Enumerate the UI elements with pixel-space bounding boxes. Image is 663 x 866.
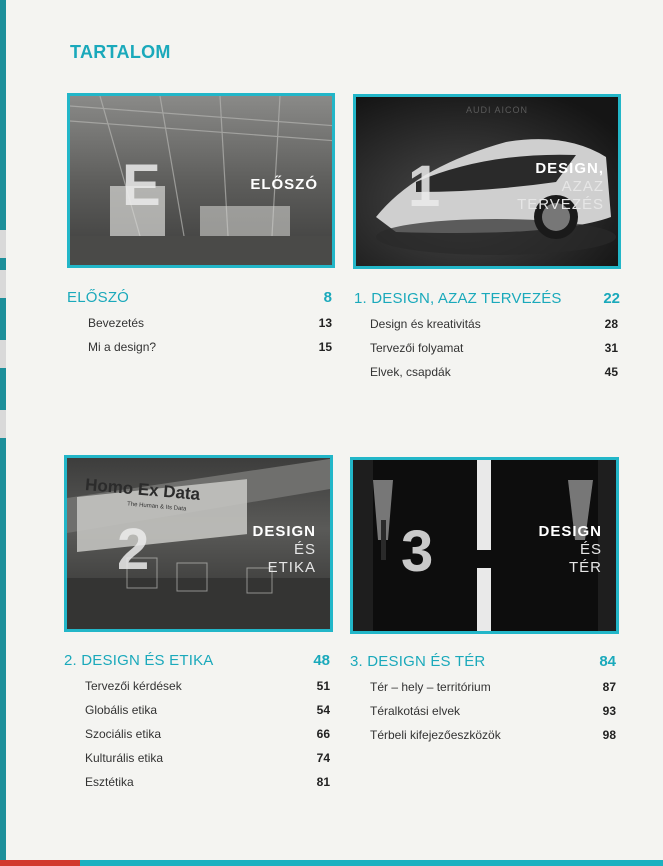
toc-page: 87 (602, 680, 616, 694)
left-edge-strip (0, 0, 6, 866)
chapter-3-label-bold: DESIGN (538, 523, 602, 540)
card-chapter-3[interactable] (350, 457, 619, 634)
preface-letter: E (122, 153, 161, 218)
toc-item[interactable]: Tér – hely – territórium (370, 680, 491, 694)
toc-item[interactable]: Elvek, csapdák (370, 365, 451, 379)
toc-page: 13 (318, 316, 332, 330)
chapter-2-label (252, 523, 316, 577)
edge-tab (0, 410, 6, 438)
toc-page: 54 (316, 703, 330, 717)
chapter-1-label-line: AZAZ (561, 178, 604, 195)
chapter-2-label-line: ÉS (293, 541, 316, 558)
toc-item[interactable]: Esztétika (85, 775, 134, 789)
chapter-2-photo-text: Homo Ex Data (84, 475, 201, 504)
toc-page: 15 (318, 340, 332, 354)
preface-label (250, 176, 318, 194)
card-preface[interactable] (67, 93, 335, 268)
chapter-3-label-line: ÉS (579, 541, 602, 558)
card-chapter-1[interactable] (353, 94, 621, 269)
chapter-2-label-line: ETIKA (267, 559, 316, 576)
chapter-1-label (517, 160, 604, 214)
section-page-chapter-2: 48 (313, 652, 330, 669)
bottom-strip (0, 860, 663, 866)
toc-page: 74 (316, 751, 330, 765)
chapter-3-number: 3 (401, 519, 434, 584)
toc-item[interactable]: Globális etika (85, 703, 158, 717)
toc-item[interactable]: Tervezői kérdések (85, 679, 182, 693)
section-heading-preface[interactable]: ELŐSZÓ (67, 289, 130, 306)
chapter-3-label-line: TÉR (569, 559, 602, 576)
page-title: TARTALOM (70, 42, 171, 62)
toc-item[interactable]: Szociális etika (85, 727, 162, 741)
chapter-1-number: 1 (408, 154, 441, 219)
toc-item[interactable]: Mi a design? (88, 340, 157, 354)
toc-item[interactable]: Térbeli kifejezőeszközök (370, 728, 501, 742)
bottom-strip-red (0, 860, 80, 866)
toc-item[interactable]: Kulturális etika (85, 751, 164, 765)
toc-page: 66 (316, 727, 330, 741)
section-heading-chapter-2[interactable]: 2. DESIGN ÉS ETIKA (64, 652, 214, 669)
section-page-preface: 8 (323, 289, 332, 306)
section-page-chapter-1: 22 (603, 290, 620, 307)
toc-item[interactable]: Téralkotási elvek (370, 704, 461, 718)
toc-page: 93 (602, 704, 616, 718)
section-heading-chapter-3[interactable]: 3. DESIGN ÉS TÉR (350, 653, 486, 670)
edge-tab (0, 230, 6, 258)
toc-page: 81 (316, 775, 330, 789)
section-page-chapter-3: 84 (599, 653, 616, 670)
chapter-2-photo-subtext: The Human & Its Data (126, 501, 187, 513)
toc-item[interactable]: Bevezetés (88, 316, 145, 330)
chapter-1-photo-text: AUDI AICON (466, 105, 529, 115)
edge-tab (0, 270, 6, 298)
toc-page: 31 (604, 341, 618, 355)
section-heading-chapter-1[interactable]: 1. DESIGN, AZAZ TERVEZÉS (354, 290, 562, 307)
chapter-1-label-line: TERVEZÉS (517, 196, 604, 213)
toc-page: 51 (316, 679, 330, 693)
chapter-3-label (538, 523, 602, 577)
edge-tab (0, 340, 6, 368)
preface-label-bold: ELŐSZÓ (250, 176, 318, 193)
toc-item[interactable]: Tervezői folyamat (370, 341, 464, 355)
card-chapter-2[interactable] (64, 455, 333, 632)
toc-item[interactable]: Design és kreativitás (370, 317, 481, 331)
chapter-2-number: 2 (117, 517, 150, 582)
toc-page: 28 (604, 317, 618, 331)
toc-page: 98 (602, 728, 616, 742)
chapter-2-label-bold: DESIGN (252, 523, 316, 540)
chapter-1-label-bold: DESIGN, (535, 160, 604, 177)
toc-page: 45 (604, 365, 618, 379)
